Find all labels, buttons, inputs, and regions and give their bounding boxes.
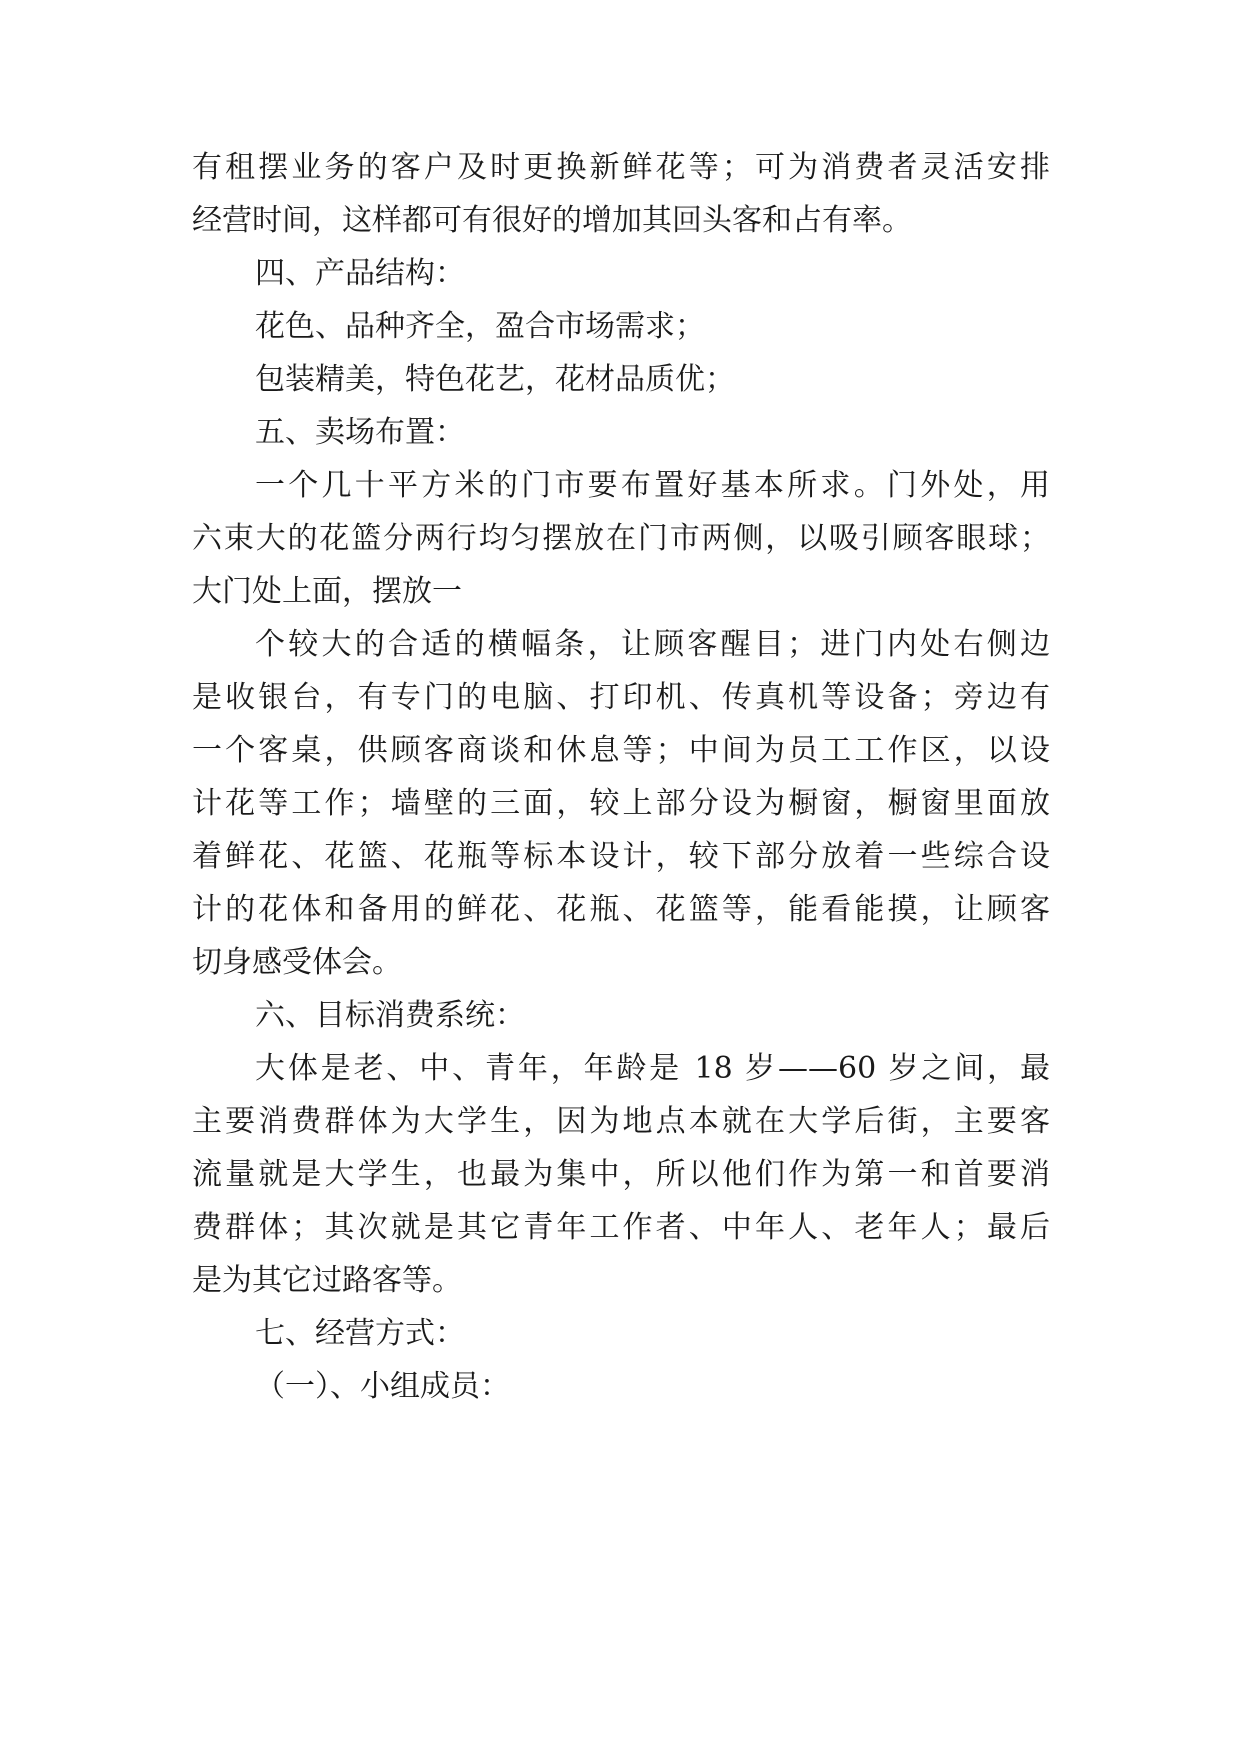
text-line: 有租摆业务的客户及时更换新鲜花等；可为消费者灵活安排 — [192, 150, 1050, 185]
text-line: 费群体；其次就是其它青年工作者、中年人、老年人；最后 — [192, 1210, 1050, 1245]
section-heading: 四、产品结构： — [255, 256, 465, 291]
text-line: 大体是老、中、青年，年龄是 18 岁——60 岁之间，最 — [255, 1051, 1050, 1086]
subsection-heading: （一）、小组成员： — [255, 1369, 510, 1404]
text-line: 包装精美，特色花艺，花材品质优； — [255, 362, 735, 397]
section-heading: 五、卖场布置： — [255, 415, 465, 450]
text-line: 是收银台，有专门的电脑、打印机、传真机等设备；旁边有 — [192, 680, 1050, 715]
text-line: 流量就是大学生，也最为集中，所以他们作为第一和首要消 — [192, 1157, 1050, 1192]
text-line: 六束大的花篮分两行均匀摆放在门市两侧，以吸引顾客眼球； — [192, 521, 1050, 556]
text-line: 一个客桌，供顾客商谈和休息等；中间为员工工作区，以设 — [192, 733, 1050, 768]
text-line: 主要消费群体为大学生，因为地点本就在大学后街，主要客 — [192, 1104, 1050, 1139]
text-line: 经营时间，这样都可有很好的增加其回头客和占有率。 — [192, 203, 912, 238]
section-heading: 六、目标消费系统： — [255, 998, 525, 1033]
text-line: 计花等工作；墙壁的三面，较上部分设为橱窗，橱窗里面放 — [192, 786, 1050, 821]
text-line: 花色、品种齐全，盈合市场需求； — [255, 309, 705, 344]
text-line: 个较大的合适的横幅条，让顾客醒目；进门内处右侧边 — [255, 627, 1050, 662]
text-line: 大门处上面，摆放一 — [192, 574, 462, 609]
text-line: 着鲜花、花篮、花瓶等标本设计，较下部分放着一些综合设 — [192, 839, 1050, 874]
text-line: 计的花体和备用的鲜花、花瓶、花篮等，能看能摸，让顾客 — [192, 892, 1050, 927]
text-line: 切身感受体会。 — [192, 945, 402, 980]
section-heading: 七、经营方式： — [255, 1316, 465, 1351]
text-line: 是为其它过路客等。 — [192, 1263, 462, 1298]
text-line: 一个几十平方米的门市要布置好基本所求。门外处，用 — [255, 468, 1050, 503]
